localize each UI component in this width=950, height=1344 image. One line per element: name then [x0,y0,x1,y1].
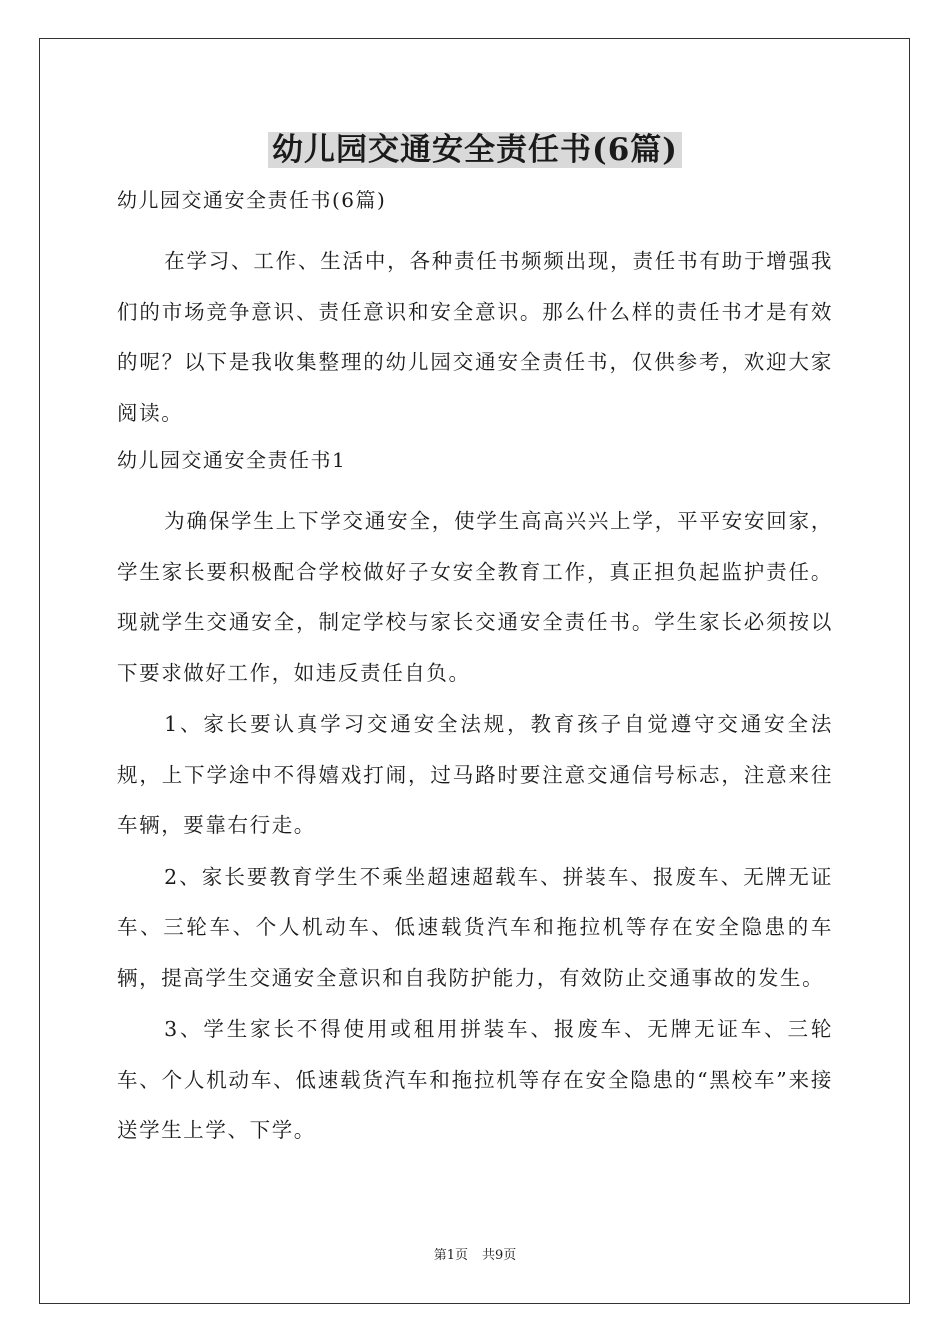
page-number: 第1页 [433,1248,468,1263]
body-paragraph: 1、家长要认真学习交通安全法规，教育孩子自觉遵守交通安全法规，上下学途中不得嬉戏打闹，过马路时要注意交通信号标志，注意来往车辆，要靠右行走。 [117,712,833,837]
body-paragraph: 2、家长要教育学生不乘坐超速超载车、拼装车、报废车、无牌无证车、三轮车、个人机动车、低速载货汽车和拖拉机等存在安全隐患的车辆，提高学生交通安全意识和自我防护能力，有效防止交通事故的发生。 [117,864,833,990]
body-paragraph: 3、学生家长不得使用或租用拼装车、报废车、无牌无证车、三轮车、个人机动车、低速载货汽车和拖拉机等存在安全隐患的“黑校车”来接送学生上学、下学。 [117,1017,833,1142]
intro-paragraph: 在学习、工作、生活中，各种责任书频频出现，责任书有助于增强我们的市场竞争意识、责任意识和安全意识。那么什么样的责任书才是有效的呢？以下是我收集整理的幼儿园交通安全责任书，仅供参考，欢迎大家阅读。 [117,249,833,425]
document-body [117,180,833,1157]
document-subtitle: 幼儿园交通安全责任书(6篇) [117,188,387,212]
document-title-text: 幼儿园交通安全责任书(6篇) [268,132,682,168]
body-paragraph: 为确保学生上下学交通安全，使学生高高兴兴上学，平平安安回家，学生家长要积极配合学校做好子女安全教育工作，真正担负起监护责任。现就学生交通安全，制定学校与家长交通安全责任书。学生家长必须按以下要求做好工作，如违反责任自负。 [117,509,833,685]
page-footer [0,1248,950,1264]
section-heading-1: 幼儿园交通安全责任书1 [117,448,347,472]
page-total: 共9页 [482,1248,517,1263]
document-title [0,128,950,172]
